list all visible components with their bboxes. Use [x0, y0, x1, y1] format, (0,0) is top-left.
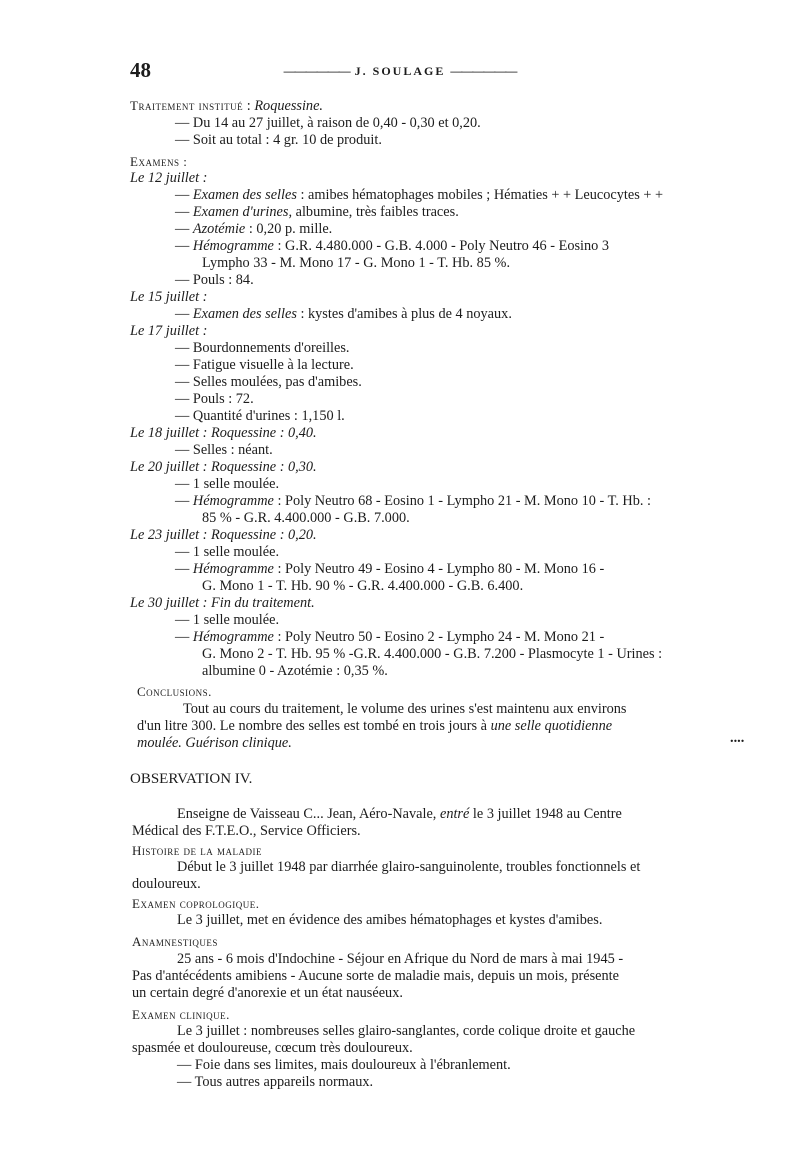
- date-23-juillet: Le 23 juillet : Roquessine : 0,20.: [130, 527, 317, 543]
- conclusions-line-2-italic: une selle quotidienne: [490, 718, 613, 734]
- observation-intro-2: Médical des F.T.E.O., Service Officiers.: [132, 823, 361, 839]
- hemogramme-30-line-3: albumine 0 - Azotémie : 0,35 %.: [202, 663, 388, 679]
- date-17-juillet: Le 17 juillet :: [130, 323, 208, 339]
- selle-20: — 1 selle moulée.: [175, 476, 280, 492]
- hemogramme-23-line-2: G. Mono 1 - T. Hb. 90 % - G.R. 4.400.000 - G.B. 6.400.: [202, 578, 524, 594]
- running-title-text: J. SOULAGE: [354, 64, 446, 78]
- date-12-juillet: Le 12 juillet :: [130, 170, 208, 186]
- examens-heading: Examens :: [130, 154, 188, 169]
- selle-23: — 1 selle moulée.: [175, 544, 280, 560]
- exam-selles-15-label: Examen des selles: [192, 306, 297, 322]
- histoire-line-1: Début le 3 juillet 1948 par diarrhée glairo-sanguinolente, troubles fonctionnels et: [177, 859, 641, 875]
- hemogramme-20-label: Hémogramme: [192, 493, 274, 509]
- exam-selles-15: — Examen des selles : kystes d'amibes à plus de 4 noyaux.: [175, 306, 512, 322]
- examen-clinique-heading: Examen clinique.: [132, 1007, 230, 1022]
- date-30-juillet: Le 30 juillet : Fin du traitement.: [130, 595, 315, 611]
- exam-urines-text: albumine, très faibles traces.: [292, 204, 459, 220]
- obs-17-line-3: — Selles moulées, pas d'amibes.: [175, 374, 362, 390]
- hemogramme-23-line-1: — Hémogramme : Poly Neutro 49 - Eosino 4 - Lympho 80 - M. Mono 16 -: [175, 561, 605, 577]
- hemogramme-23-label: Hémogramme: [192, 561, 274, 577]
- anamnestiques-heading: Anamnestiques: [132, 934, 218, 949]
- clinique-line-3: — Foie dans ses limites, mais douloureux à l'ébranlement.: [177, 1057, 511, 1073]
- conclusions-dots: ....: [730, 730, 745, 746]
- page-number: 48: [130, 58, 151, 82]
- exam-selles-15-text: : kystes d'amibes à plus de 4 noyaux.: [296, 306, 512, 322]
- clinique-line-1: Le 3 juillet : nombreuses selles glairo-sanglantes, corde colique droite et gauche: [177, 1023, 636, 1039]
- clinique-line-2: spasmée et douloureuse, cœcum très douloureux.: [132, 1040, 413, 1056]
- anamnestiques-line-1: 25 ans - 6 mois d'Indochine - Séjour en Afrique du Nord de mars à mai 1945 -: [177, 951, 624, 967]
- histoire-line-2: douloureux.: [132, 876, 201, 892]
- hemogramme-12-line-2: Lympho 33 - M. Mono 17 - G. Mono 1 - T. Hb. 85 %.: [202, 255, 511, 271]
- histoire-heading: Histoire de la maladie: [132, 843, 262, 858]
- exam-urines-12: — Examen d'urines, albumine, très faibles traces.: [175, 204, 459, 220]
- hemogramme-30-line-1: — Hémogramme : Poly Neutro 50 - Eosino 2 - Lympho 24 - M. Mono 21 -: [175, 629, 605, 645]
- traitement-line-1: — Du 14 au 27 juillet, à raison de 0,40 - 0,30 et 0,20.: [175, 115, 481, 131]
- selles-18: — Selles : néant.: [175, 442, 273, 458]
- exam-urines-label: Examen d'urines,: [192, 204, 293, 220]
- observation-intro-1a: Enseigne de Vaisseau C... Jean, Aéro-Navale,: [177, 806, 440, 822]
- conclusions-heading: Conclusions.: [137, 684, 212, 699]
- anamnestiques-line-2: Pas d'antécédents amibiens - Aucune sorte de maladie mais, depuis un mois, présente: [132, 968, 619, 984]
- obs-17-line-4: — Pouls : 72.: [175, 391, 254, 407]
- hemogramme-30-text: : Poly Neutro 50 - Eosino 2 - Lympho 24 - M. Mono 21 -: [273, 629, 605, 645]
- observation-title: OBSERVATION IV.: [130, 771, 253, 787]
- conclusions-line-1: Tout au cours du traitement, le volume des urines s'est maintenu aux environs: [183, 701, 627, 717]
- hemogramme-text: : G.R. 4.480.000 - G.B. 4.000 - Poly Neutro 46 - Eosino 3: [273, 238, 610, 254]
- hemogramme-30-label: Hémogramme: [192, 629, 274, 645]
- date-18-juillet: Le 18 juillet : Roquessine : 0,40.: [130, 425, 317, 441]
- hemogramme-label: Hémogramme: [192, 238, 274, 254]
- traitement-label: Traitement institué: [130, 98, 244, 113]
- pouls-12: — Pouls : 84.: [175, 272, 254, 288]
- exam-azotemie-text: : 0,20 p. mille.: [245, 221, 333, 237]
- coprologique-heading: Examen coprologique.: [132, 896, 260, 911]
- hemogramme-23-text: : Poly Neutro 49 - Eosino 4 - Lympho 80 - M. Mono 16 -: [273, 561, 605, 577]
- traitement-heading: Traitement institué : Roquessine.: [130, 98, 324, 114]
- clinique-line-4: — Tous autres appareils normaux.: [177, 1074, 374, 1090]
- exam-selles-label: Examen des selles: [192, 187, 297, 203]
- obs-17-line-5: — Quantité d'urines : 1,150 l.: [175, 408, 345, 424]
- hemogramme-20-line-1: — Hémogramme : Poly Neutro 68 - Eosino 1 - Lympho 21 - M. Mono 10 - T. Hb. :: [175, 493, 652, 509]
- hemogramme-20-line-2: 85 % - G.R. 4.400.000 - G.B. 7.000.: [202, 510, 410, 526]
- obs-17-line-1: — Bourdonnements d'oreilles.: [175, 340, 350, 356]
- exam-azotemie-12: — Azotémie : 0,20 p. mille.: [175, 221, 333, 237]
- exam-azotemie-label: Azotémie: [192, 221, 246, 237]
- observation-intro-1c: le 3 juillet 1948 au Centre: [469, 806, 622, 822]
- traitement-line-2: — Soit au total : 4 gr. 10 de produit.: [175, 132, 382, 148]
- anamnestiques-line-3: un certain degré d'anorexie et un état nauséeux.: [132, 985, 403, 1001]
- obs-17-line-2: — Fatigue visuelle à la lecture.: [175, 357, 354, 373]
- conclusions-line-3: moulée. Guérison clinique.: [137, 735, 292, 751]
- conclusions-line-2: [137, 718, 612, 735]
- exam-selles-12: — Examen des selles : amibes hématophages mobiles ; Hématies + + Leucocytes + +: [175, 187, 664, 203]
- selle-30: — 1 selle moulée.: [175, 612, 280, 628]
- hemogramme-30-line-2: G. Mono 2 - T. Hb. 95 % -G.R. 4.400.000 - G.B. 7.200 - Plasmocyte 1 - Urines :: [202, 646, 663, 662]
- hemogramme-20-text: : Poly Neutro 68 - Eosino 1 - Lympho 21 - M. Mono 10 - T. Hb. :: [273, 493, 652, 509]
- date-15-juillet: Le 15 juillet :: [130, 289, 208, 305]
- traitement-drug: Roquessine.: [254, 98, 324, 114]
- date-20-juillet: Le 20 juillet : Roquessine : 0,30.: [130, 459, 317, 475]
- hemogramme-12-line-1: — Hémogramme : G.R. 4.480.000 - G.B. 4.000 - Poly Neutro 46 - Eosino 3: [175, 238, 610, 254]
- observation-intro-1b: entré: [439, 806, 470, 822]
- observation-intro-1: [177, 806, 622, 823]
- exam-selles-text: : amibes hématophages mobiles ; Hématies + + Leucocytes + +: [296, 187, 664, 203]
- coprologique-line: Le 3 juillet, met en évidence des amibes hématophages et kystes d'amibes.: [177, 912, 603, 928]
- running-title: —————— J. SOULAGE ——————: [283, 64, 517, 78]
- conclusions-line-2-text: d'un litre 300. Le nombre des selles est tombé en trois jours à: [137, 718, 491, 734]
